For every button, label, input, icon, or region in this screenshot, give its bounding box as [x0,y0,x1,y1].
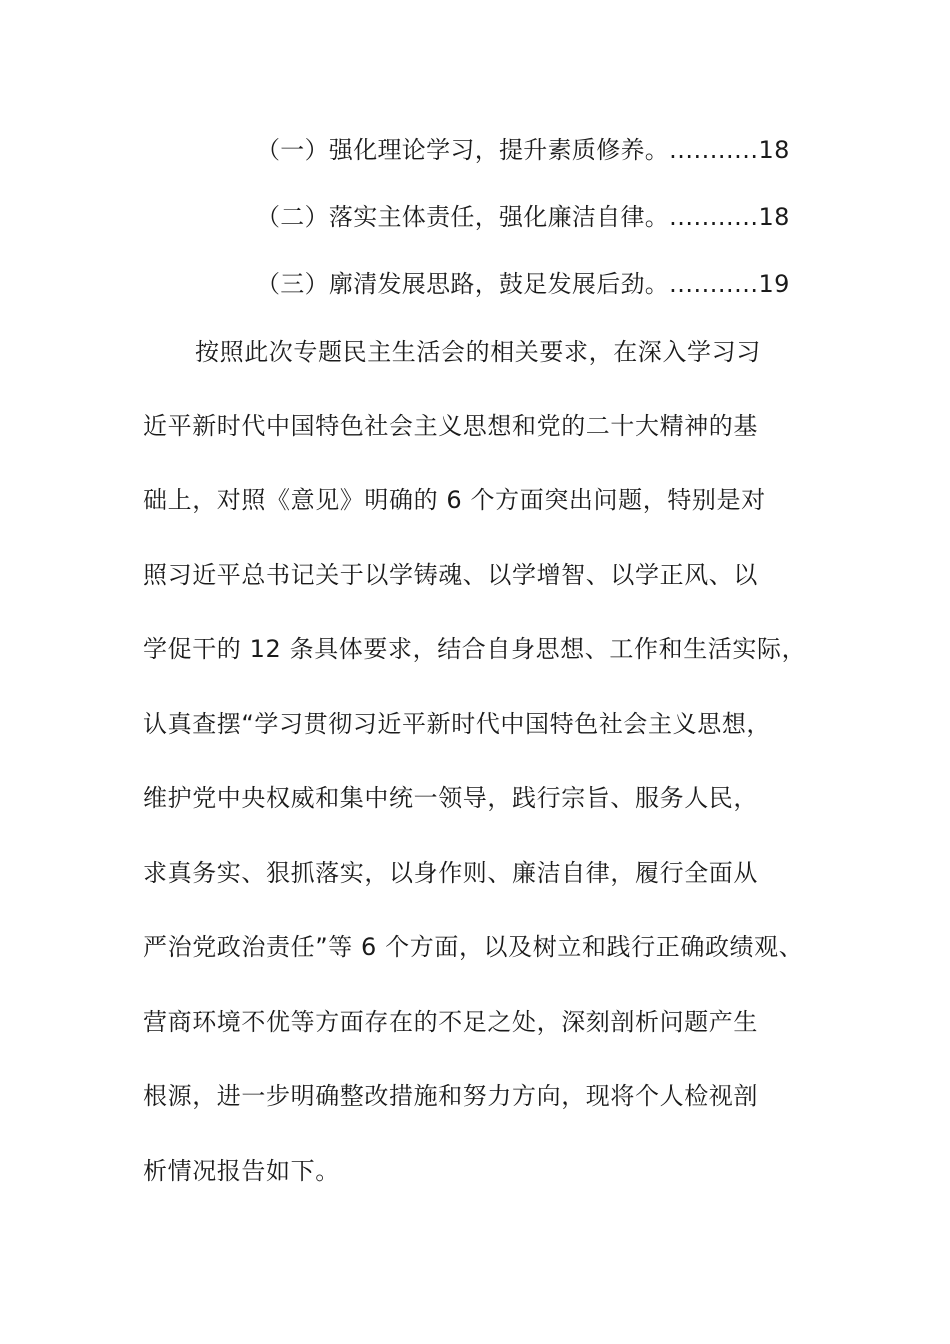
paragraph-line: 严治党政治责任”等 6 个方面，以及树立和践行正确政绩观、 [143,933,804,961]
paragraph-line: 求真务实、狠抓落实，以身作则、廉洁自律，履行全面从 [143,859,758,887]
toc-leader-dots: ........... [669,270,759,298]
paragraph-line: 认真查摆“学习贯彻习近平新时代中国特色社会主义思想， [143,710,772,738]
paragraph-line: 学促干的 12 条具体要求，结合自身思想、工作和生活实际， [143,635,807,663]
toc-page-number: 19 [758,270,790,298]
paragraph-line: 近平新时代中国特色社会主义思想和党的二十大精神的基 [143,412,758,440]
toc-entry-title: （二）落实主体责任，强化廉洁自律。 [256,203,670,231]
toc-leader-dots: ........... [669,136,759,164]
paragraph-line: 按照此次专题民主生活会的相关要求，在深入学习习 [195,338,761,366]
paragraph-line: 维护党中央权威和集中统一领导，践行宗旨、服务人民， [143,784,758,812]
toc-entry [256,268,790,300]
paragraph-line: 照习近平总书记关于以学铸魂、以学增智、以学正风、以 [143,561,758,589]
paragraph-line: 析情况报告如下。 [143,1157,340,1185]
toc-page-number: 18 [758,203,790,231]
toc-leader-dots: ........... [669,203,759,231]
toc-entry [256,201,790,233]
toc-entry-title: （三）廓清发展思路，鼓足发展后劲。 [256,270,670,298]
paragraph-line: 根源，进一步明确整改措施和努力方向，现将个人检视剖 [143,1082,758,1110]
toc-entry [256,134,790,166]
toc-page-number: 18 [758,136,790,164]
toc-entry-title: （一）强化理论学习，提升素质修养。 [256,136,670,164]
paragraph-line: 营商环境不优等方面存在的不足之处，深刻剖析问题产生 [143,1008,758,1036]
paragraph-line: 础上，对照《意见》明确的 6 个方面突出问题，特别是对 [143,486,766,514]
